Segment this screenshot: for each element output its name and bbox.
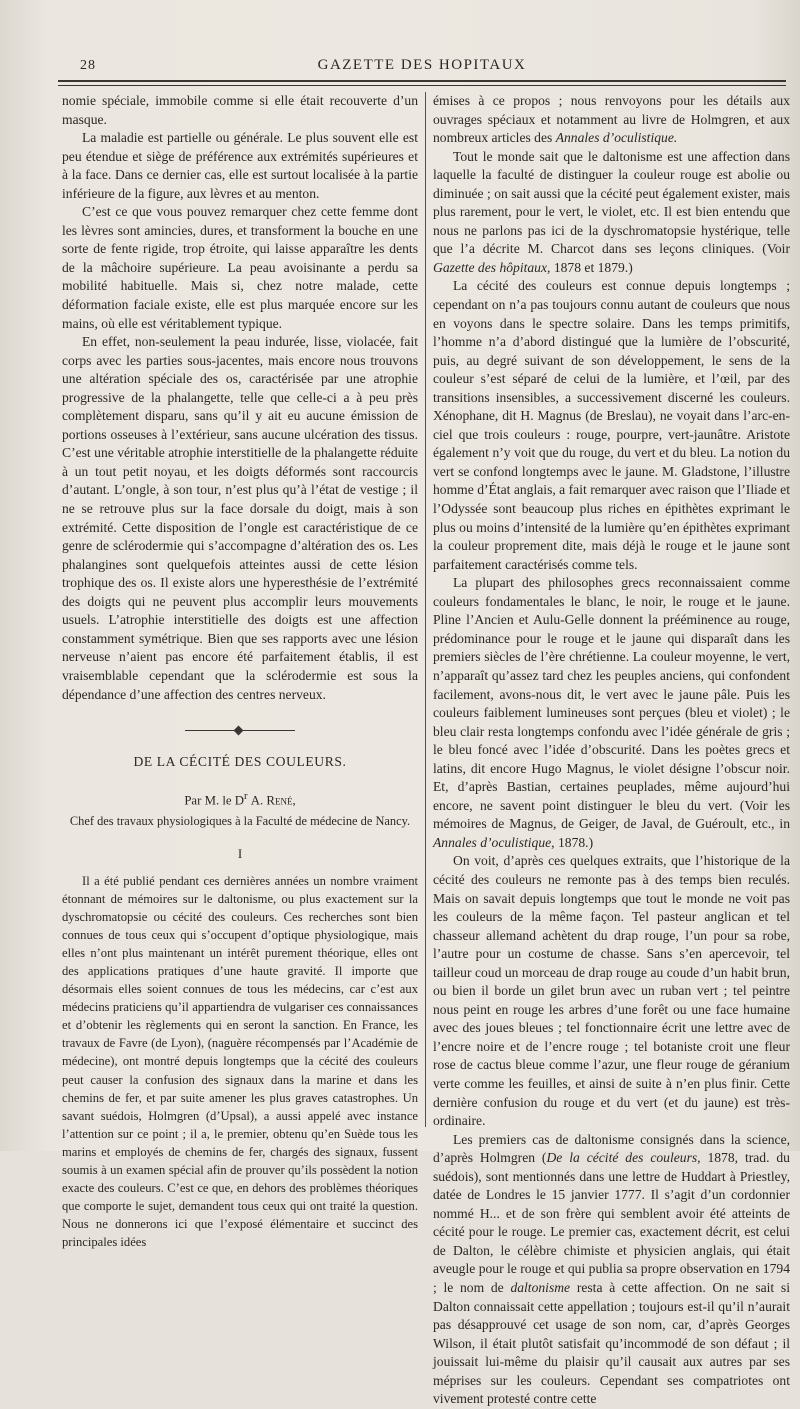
italic-title: Annales d’oculistique. [555,130,678,146]
header-rule [58,80,786,82]
paragraph: La cécité des couleurs est connue depuis longtemps ; cependant on n’a pas toujours connu autant de couleurs que nous en voyons dans le spectre solaire. Dans les temps primitifs, l’homme n’a d’abord distingué que la lumière de l’obscurité, puis, au degré suivant de son développement, le sens de la couleur s’est séparé de celui de la lumière, et l’œil, par des transitions insensibles, a successivement discerné les couleurs. Xénophane, dit H. Magnus (de Breslau), ne voyait dans l’arc-en-ciel que trois couleurs : rouge, pourpre, vert-jaunâtre. Aristote également n’y voit que du rouge, du vert et du bleu. La notion du vert se confond longtemps avec le jaune. M. Gladstone, l’illustre homme d’État anglais, a fait remarquer avec raison que l’Iliade et l’Odyssée sont beaucoup plus riches en épithètes exprimant le plus ou moins d’intensité de la lumière qu’en épithètes exprimant la couleur proprement dite, mais déjà le rouge et le jaune sont parfaitement caractérisés comme tels. [433,278,790,572]
paragraph [433,92,790,148]
author-sup: r [244,790,248,802]
paragraph: La maladie est partielle ou générale. Le plus souvent elle est peu étendue et siège de préférence aux extrémités supérieures et à la face. Dans ce dernier cas, elle est surtout localisée à la partie inférieure de la figure, aux lèvres et au menton. [62,130,418,201]
page-header [58,52,786,78]
section-separator [185,730,295,731]
paragraph: nomie spéciale, immobile comme si elle était recouverte d’un masque. [62,93,418,127]
paragraph: On voit, d’après ces quelques extraits, que l’historique de la cécité des couleurs ne remonte pas à des temps bien reculés. Mais on savait depuis longtemps que tout le monde ne voit pas les couleurs de la même façon. Tel pasteur anglican et tel chasseur allemand achètent du drap rouge, l’un pour sa robe, l’autre pour un costume de chasse. Sans s’en apercevoir, tel tailleur coud un morceau de drap rouge au coude d’un habit brun, ou bien il borde un gilet brun avec un ruban vert ; tel peintre nous peint en rouge les arbres d’une forêt ou une face humaine avec des joues bleues ; tel fonctionnaire écrit une lettre avec de l’encre noire et de l’encre rouge ; tel botaniste croit une fleur rose de cactus bleue comme l’azur, une fleur rouge de géranium verte comme les feuilles, et ainsi de suite à n’en plus finir. Cette dernière confusion du rouge et du vert (et du jaune) est très-ordinaire. [433,853,790,1129]
text-run: émises à ce propos ; nous renvoyons pour les détails aux ouvrages spéciaux et notamment au livre de Holmgren, et aux nombreux articles des [433,93,790,146]
text-run: Tout le monde sait que le daltonisme est une affection dans laquelle la faculté de distinguer la couleur rouge est abolie ou diminuée ; on sait aussi que la cécité peut également exister, mais plus rarement, pour le vert, le violet, etc. Il est bien entendu que nous ne parlons pas ici de la dyschromatopsie hystérique, telle que l’a décrite M. Charcot dans ses leçons cliniques. (Voir [433,148,790,257]
paragraph: C’est ce que vous pouvez remarquer chez cette femme dont les lèvres sont amincies, dures, et transforment la bouche en une sorte de fente rigide, trop étroite, qui laisse apparaître les dents de la mâchoire supérieure. La peau avoisinante a perdu sa mobilité habituelle. Mais si, chez notre malade, cette déformation faciale existe, elle est plus marquée encore sur les mains, où elle est véritablement typique. [62,204,418,331]
section-number: I [237,845,243,861]
right-column [433,92,790,1409]
italic-title: Gazette des hôpitaux, [433,259,551,275]
paragraph [433,1131,790,1409]
text-run: resta à cette affection. On ne sait si Dalton connaissait cette appellation ; toujours est-il qu’il n’aurait pas désapprouvé cet usage de son nom, car, d’après Georges Wilson, il était plutôt satisfait qu’incommodé de son défaut ; il jouissait lui-même du plaisir qu’il causait aux autres par ses méprises sur les couleurs. Cependant ses compatriotes ont vivement protesté contre cette [433,1280,790,1407]
text-run: 1878, trad. du suédois), sont mentionnés dans une lettre de Huddart à Priestley, datée de Londres le 15 janvier 1777. Il s’agit d’un cordonnier nommé H... et de son frère qui semblent avoir été atteints de cécité pour le rouge. Le premier cas, exactement décrit, est celui de Dalton, le célèbre chimiste et physicien anglais, qui était aveugle pour le rouge et qui publia sa propre observation en 1794 ; le nom de [433,1150,790,1295]
text-run: Les premiers cas de daltonisme consignés dans la science, d’après Holmgren ( [433,1131,790,1166]
italic-title: De la cécité des couleurs, [546,1150,701,1166]
author-name: A. René, [250,792,296,807]
paragraph [433,148,790,278]
italic-term: daltonisme [510,1280,571,1295]
left-column [62,92,418,1251]
author-prefix: Par M. le D [184,792,245,807]
page-number: 28 [80,58,96,73]
article-title: DE LA CÉCITÉ DES COULEURS. [133,754,347,770]
paragraph [433,574,790,852]
journal-title: GAZETTE DES HOPITAUX [317,57,527,73]
text-run: La plupart des philosophes grecs reconnaissaient comme couleurs fondamentales le blanc, le noir, le rouge et le jaune. Pline l’Ancien et Aulu-Gelle donnent la prééminence au rouge, prédominance pour le rouge et le jaune qui disparaît dans les premiers siècles de l’ère chrétienne. La couleur moyenne, le vert, n’apparaît qu’assez tard chez les peuples anciens, qui confondent facilement, avons-nous dit, le vert avec le jaune pâle. Puis les couleurs faiblement lumineuses sont perçues (bleu et violet) ; le bleu clair resta longtemps confondu avec l’idée générale de gris ; le bleu foncé avec l’idée d’obscurité. Dans les poètes grecs et latins, dit encore Hugo Magnus, le violet désigne l’obscur noir. Et, d’après Bastian, certaines peuplades, même aujourd’hui encore, ne savent point distinguer le bleu du vert. (Voir les mémoires de Magnus, de Geiger, de Javal, de Guéroult, etc., in [433,575,790,832]
paragraph: En effet, non-seulement la peau indurée, lisse, violacée, fait corps avec les parties sous-jacentes, mais encore nous trouvons une altération spéciale des os, caractérisée par une atrophie progressive de la phalangette, telle que celle-ci a à peu près complètement disparu, sans qu’il y ait eu aucune émission de portions osseuses à l’extérieur, sans aucune ulcération des tissus. C’est une véritable atrophie interstitielle de la phalangette réduite à un tout petit noyau, et les doigts déformés sont raccourcis d’autant. L’ongle, à son tour, n’est plus qu’à l’état de vestige ; il ne se retrouve plus sur la face dorsale du doigt, mais à son extrémité. Cette disposition de l’ongle est caractéristique de ce genre de sclérodermie qui s’accompagne d’altération des os. Les phalangines sont quelquefois atteintes aussi de cette lésion trophique des os. Il existe alors une hyperesthésie de l’extrémité des doigts qui ne peuvent plus accomplir leurs mouvements usuels. L’atrophie interstitielle des doigts est une affection constamment symétrique. Bien que ses rapports avec une lésion nerveuse n’aient pas encore été parfaitement établis, il est vraisemblable cependant que la sclérodermie est sous la dépendance d’une affection des centres nerveux. [62,334,418,702]
text-run: 1878 et 1879.) [550,259,633,275]
header-rule-thin [58,85,786,86]
italic-title: Annales d’oculistique, [433,834,555,850]
column-divider [425,92,426,1127]
text-run: 1878.) [554,834,594,850]
author-affiliation: Chef des travaux physiologiques à la Faculté de médecine de Nancy. [69,814,411,829]
article-author [62,788,418,810]
paragraph: Il a été publié pendant ces dernières années un nombre vraiment étonnant de mémoires sur le daltonisme, ou plus exactement sur la dyschromatopsie ou cécité des couleurs. Ces recherches sont bien connues de tous ceux qui s’occupent d’optique physiologique, mais elles n’ont plus maintenant un intérêt purement théorique, elles ont des applications pratiques d’une haute gravité. Il importe que désormais elles soient connues de tous les médecins, car c’est aux médecins praticiens qu’il appartiendra de vulgariser ces connaissances et d’obtenir les règlements qui en seront la sanction. En France, les travaux de Favre (de Lyon), (naguère récompensés par l’Académie de médecine), ont montré depuis longtemps que la cécité des couleurs peut causer la confusion des signaux dans la marine et dans les chemins de fer, et par suite amener les plus graves catastrophes. Un savant suédois, Holmgren (d’Upsal), a aussi appelé avec instance l’attention sur ce point ; il a, le premier, obtenu qu’en Suède tous les marins et employés de chemins de fer, chargés des signaux, fussent soumis à un examen spécial afin de prouver qu’ils possèdent la notion exacte des couleurs. C’est ce que, en dehors des problèmes théoriques que comporte le sujet, demandent tous ceux qui ont traité la question. Nous ne donnerons ici que l’exposé élémentaire et succinct des principales idées [62,873,418,1250]
